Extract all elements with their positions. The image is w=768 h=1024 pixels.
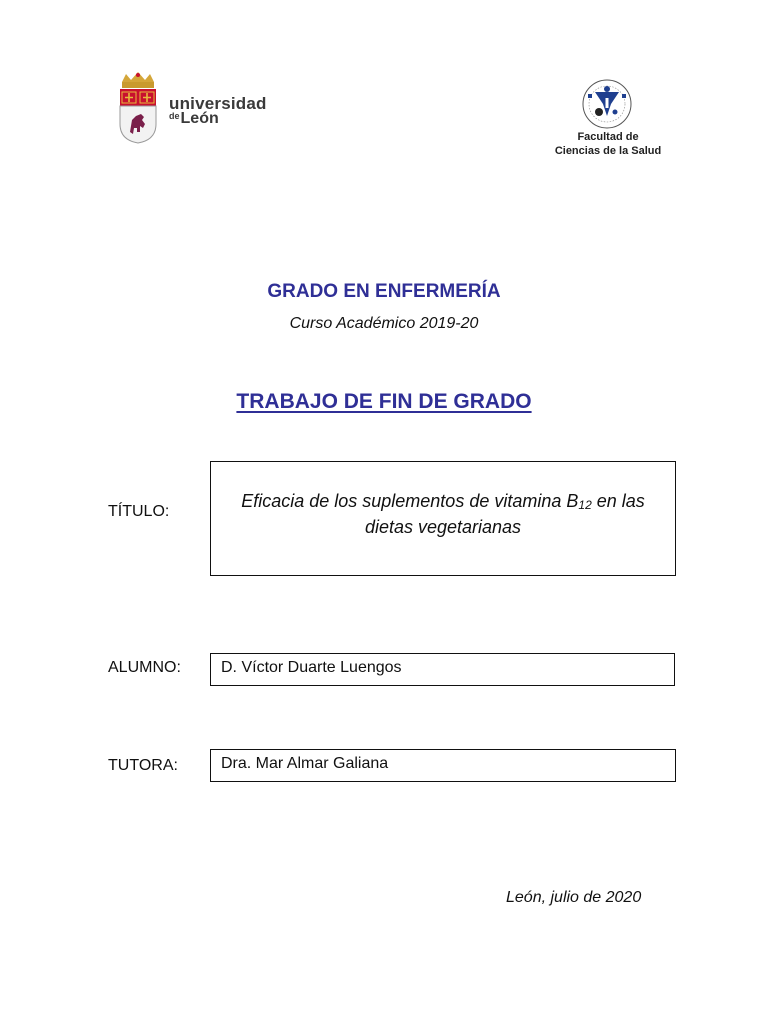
faculty-name-line2: Ciencias de la Salud (554, 145, 662, 157)
faculty-logo (548, 78, 668, 162)
university-logo (116, 72, 266, 152)
university-coat-of-arms-icon (116, 72, 160, 144)
document-type-heading (0, 390, 768, 414)
student-box (210, 653, 675, 686)
title-label: TÍTULO: (108, 503, 170, 520)
tutor-box (210, 749, 676, 782)
thesis-title (221, 489, 665, 539)
degree-heading: GRADO EN ENFERMERÍA (267, 281, 501, 302)
academic-year: Curso Académico 2019-20 (289, 315, 479, 332)
tutor-label: TUTORA: (108, 757, 178, 774)
thesis-title-subscript: 12 (578, 498, 592, 512)
university-name-city: León (180, 110, 219, 127)
tutor-name: Dra. Mar Almar Galiana (221, 755, 389, 772)
document-type-text: TRABAJO DE FIN DE GRADO (236, 390, 532, 413)
university-name-line1: universidad (169, 94, 267, 113)
faculty-emblem-icon (578, 78, 636, 130)
place-and-date: León, julio de 2020 (506, 889, 642, 906)
university-name-prefix: de (169, 111, 180, 121)
university-name-line2 (169, 110, 219, 128)
title-box (210, 461, 676, 576)
thesis-title-part1: Eficacia de los suplementos de vitamina B (241, 491, 579, 511)
student-label: ALUMNO: (108, 659, 181, 676)
student-name: D. Víctor Duarte Luengos (221, 659, 402, 676)
faculty-name-line1: Facultad de (577, 131, 639, 143)
thesis-title-part2: en las dietas vegetarianas (364, 491, 645, 537)
